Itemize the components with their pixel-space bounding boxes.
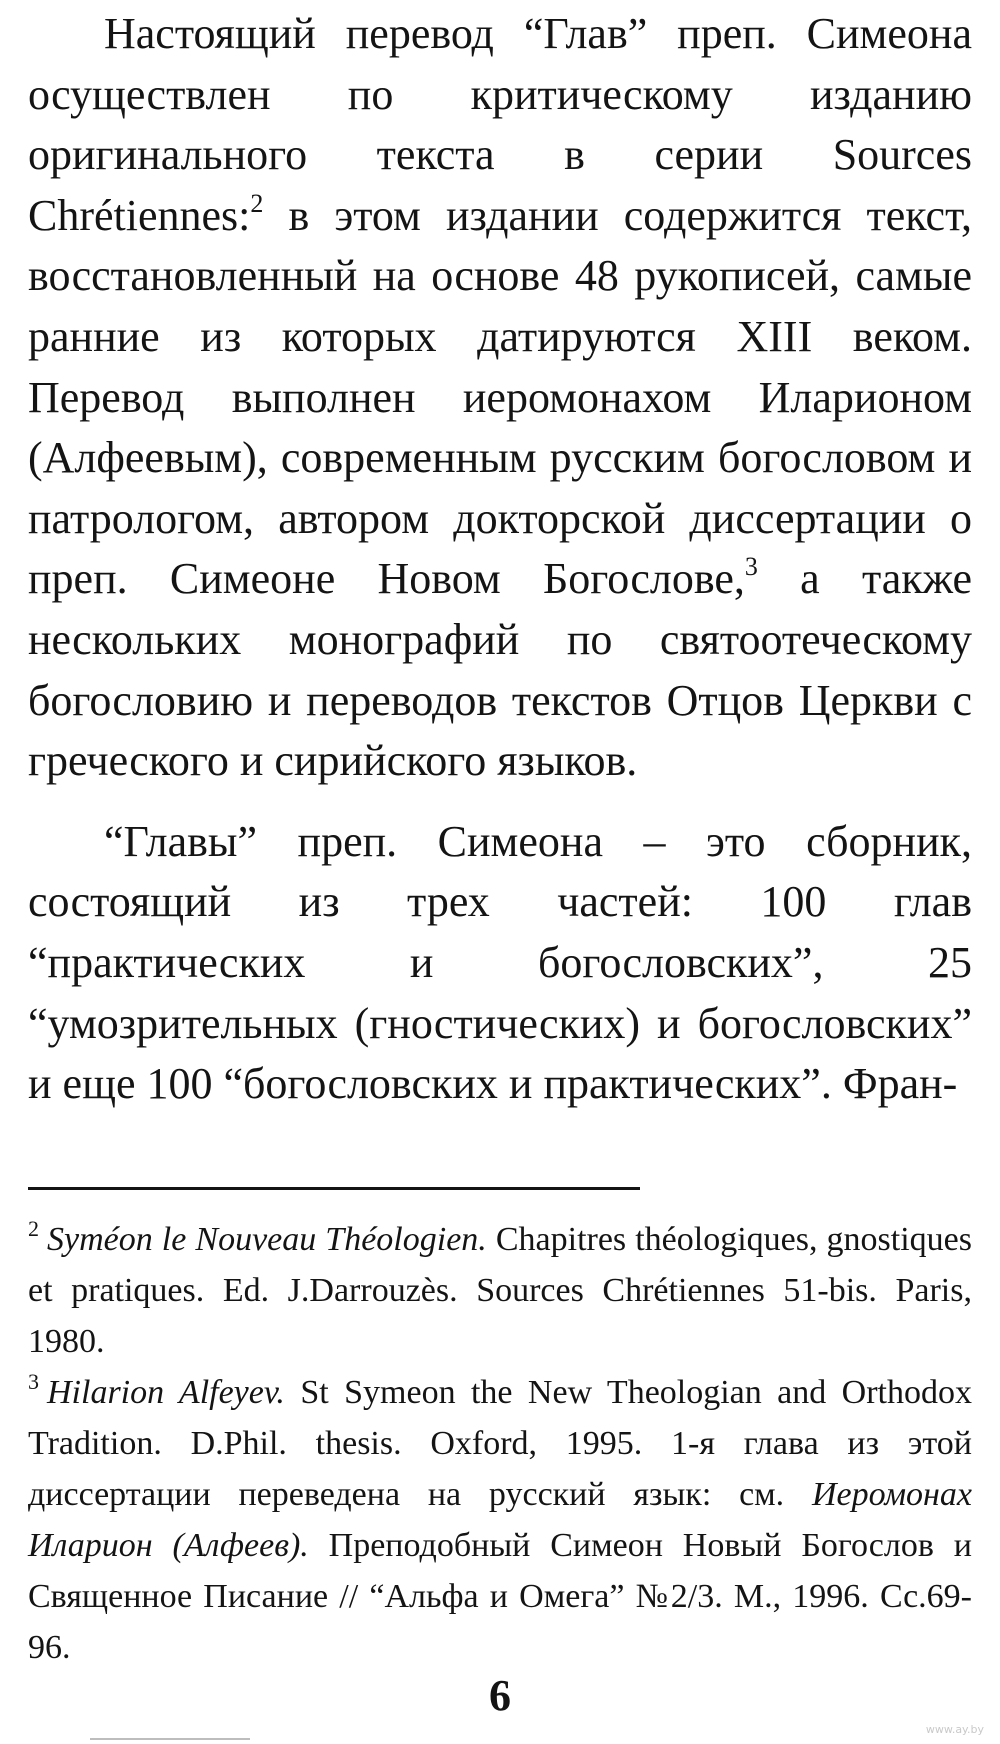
main-text — [28, 4, 972, 1115]
footnote-3-author: Hilarion Alfeyev. — [47, 1374, 285, 1411]
paragraph-2-text: “Главы” преп. Симеона – это сборник, состоящий из трех частей: 100 глав “практических и богословских”, 25 “умозрительных (гностических) и богословских” и еще 100 “богословских и практических”. Фран- — [28, 816, 972, 1109]
paragraph-1-part-1: Настоящий перевод “Глав” преп. Симеона осуществлен по критическому изданию оригинального текста в серии Sources Chrétiennes: — [28, 9, 972, 240]
footnote-ref-3: 3 — [744, 552, 758, 582]
footnote-3-text-2: Преподобный Симеон Новый Богослов и Священное Писание // “Альфа и Омега” №2/3. М., 1996. Сс.69-96. — [28, 1527, 972, 1666]
paragraph-1-part-2: в этом издании содержится текст, восстановленный на основе 48 рукописей, самые ранние из которых датируются XIII веком. Перевод выполнен иеромонахом Иларионом (Алфеевым), современным русским богословом и патрологом, автором докторской диссертации о преп. Симеоне Новом Богослове, — [28, 190, 972, 604]
footnote-3 — [28, 1367, 972, 1673]
footnote-ref-2: 2 — [250, 188, 264, 218]
footnote-3-text: St Symeon the New Theologian and Orthodox Tradition. D.Phil. thesis. Oxford, 1995. 1-я глава из этой диссертации переведена на русский язык: см. — [28, 1374, 973, 1513]
footnote-2-number: 2 — [28, 1216, 39, 1241]
footnote-2 — [28, 1214, 972, 1367]
paragraph-1-part-3: а также нескольких монографий по святоотеческому богословию и переводов текстов Отцов Церкви с греческого и сирийского языков. — [28, 554, 972, 786]
bottom-edge-line — [90, 1738, 250, 1740]
footnote-3-author-2: Иеромонах Иларион (Алфеев). — [28, 1476, 972, 1564]
footnote-2-author: Syméon le Nouveau Théologien. — [47, 1221, 487, 1258]
footnote-3-number: 3 — [28, 1369, 39, 1394]
footnote-separator — [28, 1187, 640, 1190]
watermark: www.ay.by — [925, 1723, 984, 1736]
footnote-2-text: Chapitres théologiques, gnostiques et pratiques. Ed. J.Darrouzès. Sources Chrétiennes 51-bis. Paris, 1980. — [28, 1221, 972, 1360]
paragraph-1 — [28, 4, 972, 792]
footnotes — [28, 1214, 972, 1673]
paragraph-2 — [28, 812, 972, 1115]
page-number: 6 — [489, 1671, 511, 1720]
